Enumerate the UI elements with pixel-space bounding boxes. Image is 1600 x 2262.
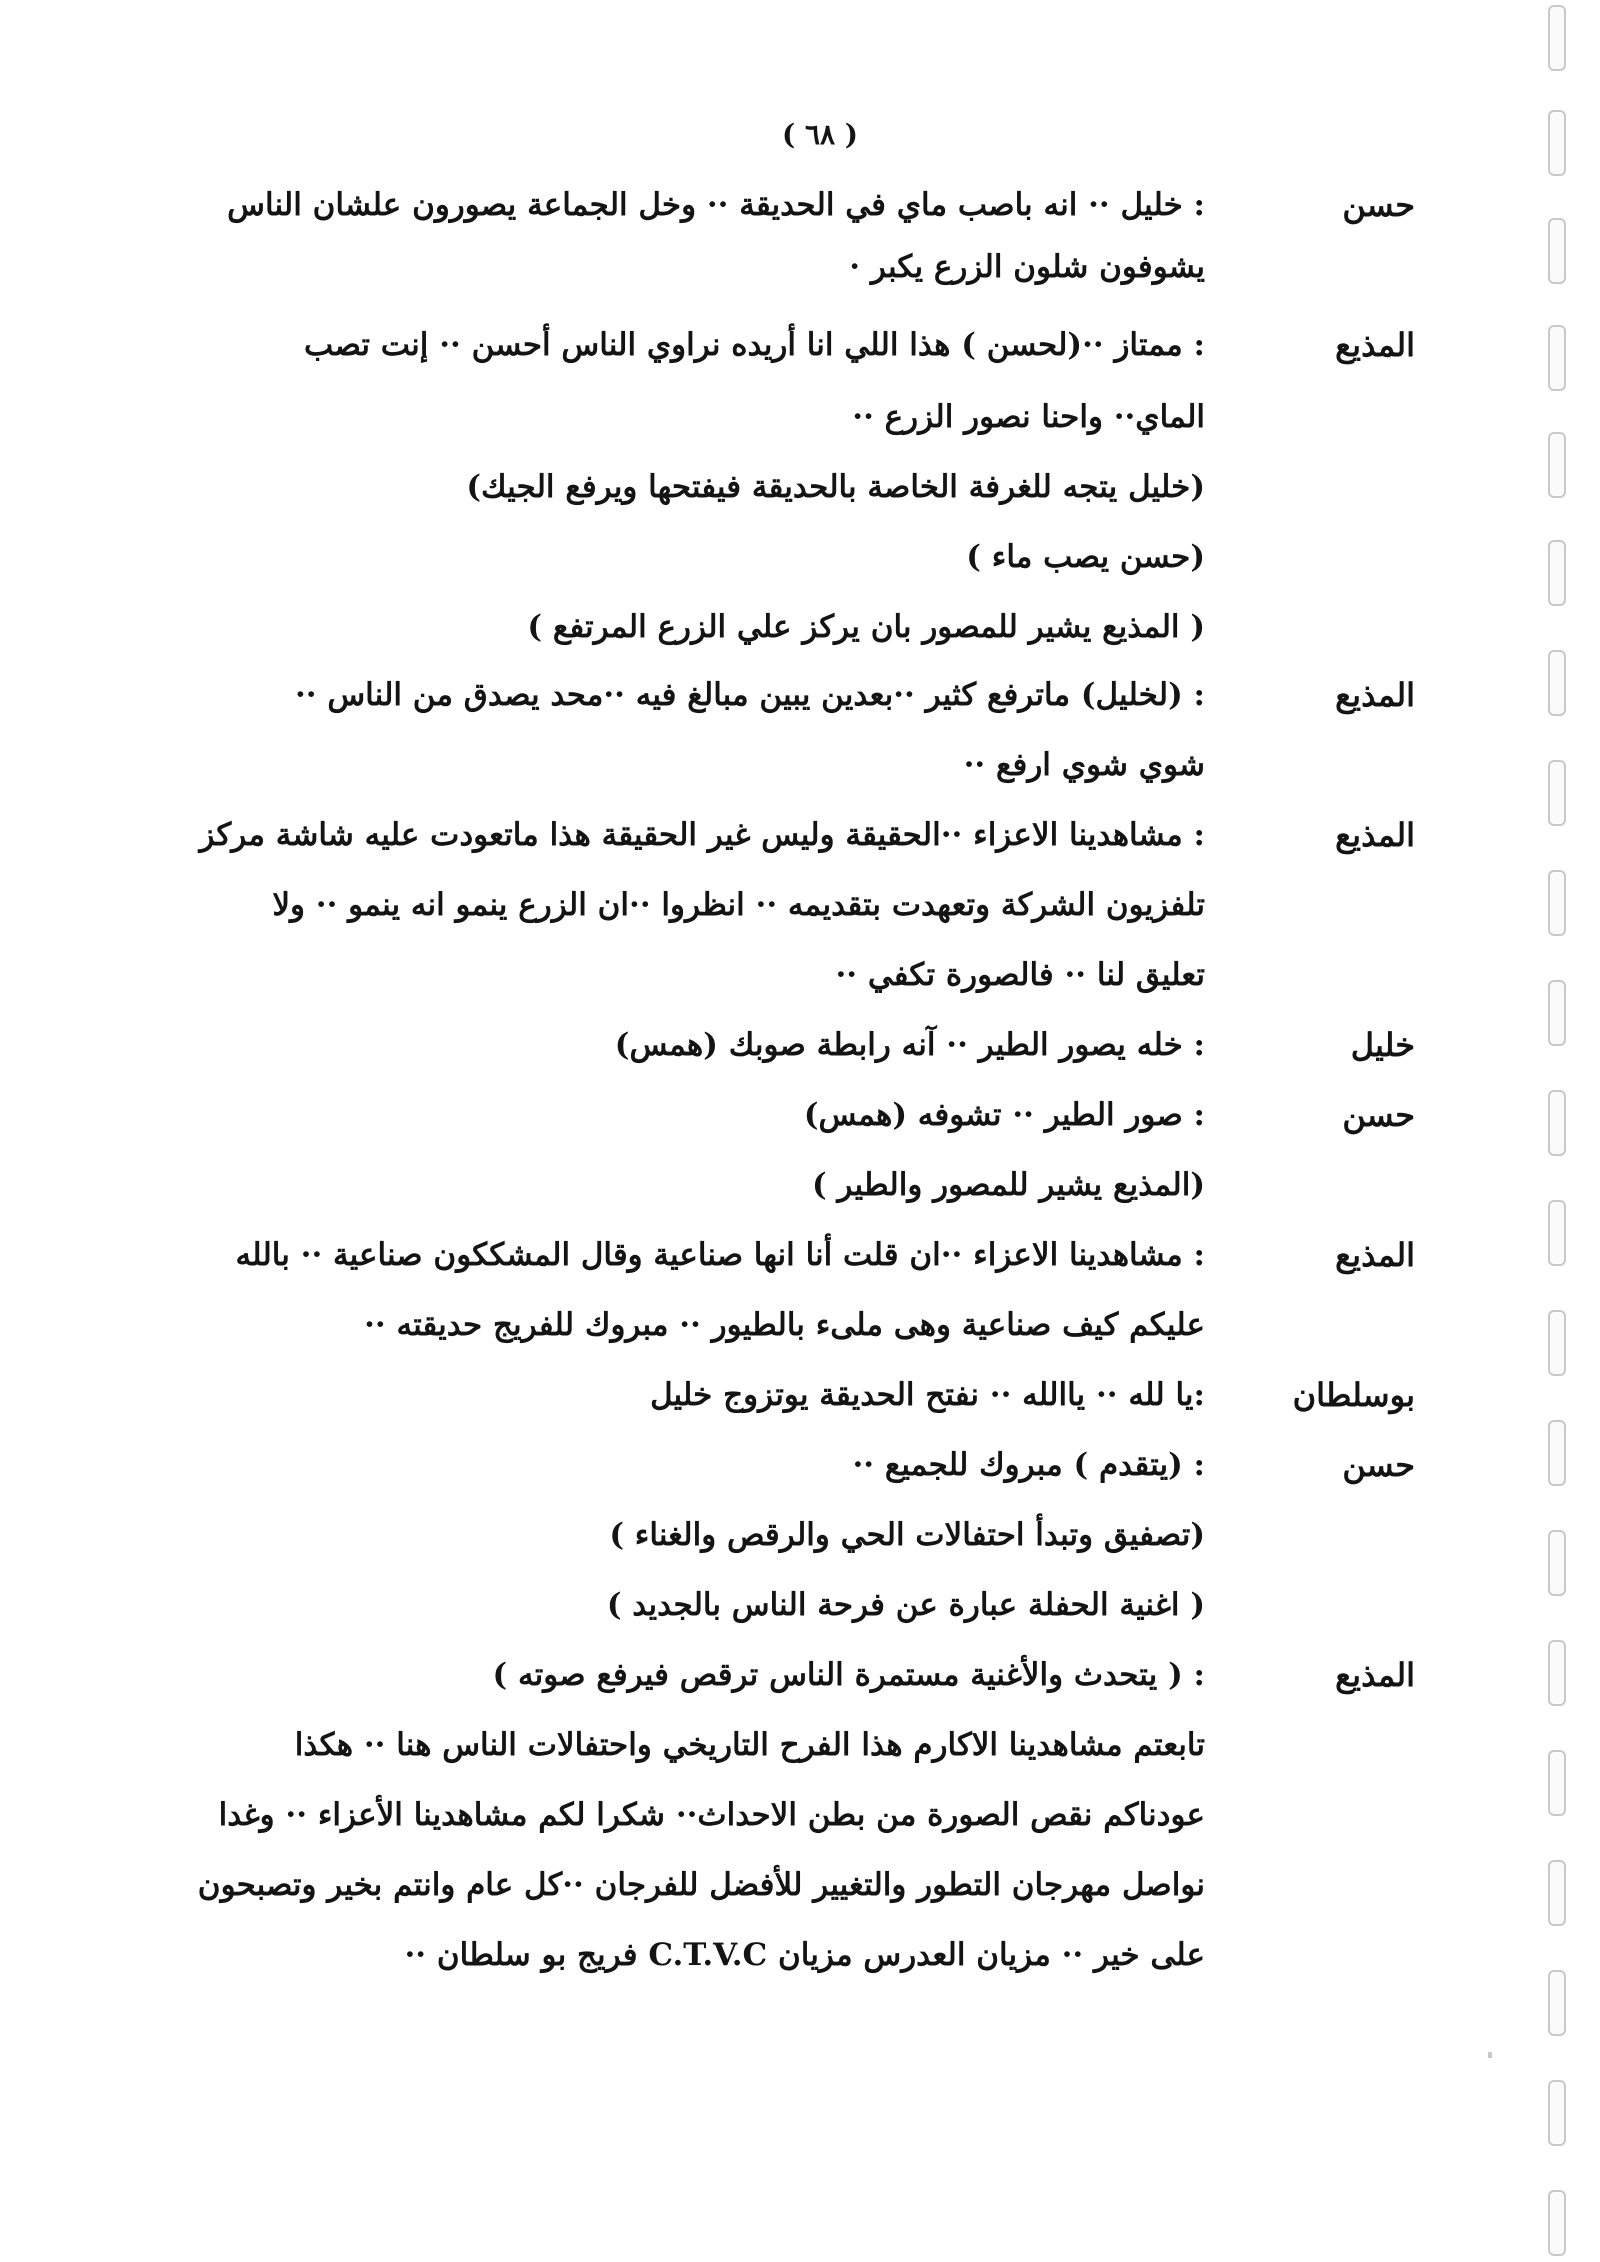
dialogue-line: على خير ·· مزيان العدرس مزيان C.T.V.C فريج بو سلطان ·· <box>404 1937 1205 1973</box>
speaker-name: خليل <box>1350 1026 1415 1064</box>
speaker-name: المذيع <box>1335 676 1415 714</box>
binding-ring <box>1548 5 1566 71</box>
binding-ring <box>1548 1530 1566 1596</box>
binding-ring <box>1548 1860 1566 1926</box>
speaker-name: المذيع <box>1335 1236 1415 1274</box>
speaker-name: المذيع <box>1335 326 1415 364</box>
dialogue-line: يشوفون شلون الزرع يكبر · <box>849 249 1205 285</box>
binding-ring <box>1548 1200 1566 1266</box>
dialogue-line: نواصل مهرجان التطور والتغيير للأفضل للفرجان ··كل عام وانتم بخير وتصبحون <box>197 1867 1205 1903</box>
binding-ring <box>1548 870 1566 936</box>
binding-ring <box>1548 1420 1566 1486</box>
dialogue-line: : مشاهدينا الاعزاء ··الحقيقة وليس غير الحقيقة هذا ماتعودت عليه شاشة مركز <box>199 817 1205 853</box>
scan-speck <box>1488 2052 1492 2058</box>
dialogue-line: : (يتقدم ) مبروك للجميع ·· <box>852 1447 1205 1483</box>
binding-ring <box>1548 760 1566 826</box>
binding-ring <box>1548 1970 1566 2036</box>
spiral-binding <box>1540 0 1580 2262</box>
binding-ring <box>1548 1310 1566 1376</box>
dialogue-line: : (لخليل) ماترفع كثير ··بعدين يبين مبالغ فيه ··محد يصدق من الناس ·· <box>294 677 1205 713</box>
dialogue-line: : ممتاز ··(لحسن ) هذا اللي انا أريده نراوي الناس أحسن ·· إنت تصب <box>304 327 1205 363</box>
speaker-name: المذيع <box>1335 816 1415 854</box>
dialogue-line: تابعتم مشاهدينا الاكارم هذا الفرح التاريخي واحتفالات الناس هنا ·· هكذا <box>294 1727 1205 1763</box>
binding-ring <box>1548 980 1566 1046</box>
stage-direction-line: (حسن يصب ماء ) <box>966 539 1205 575</box>
dialogue-line: الماي·· واحنا نصور الزرع ·· <box>852 399 1205 435</box>
dialogue-line: تعليق لنا ·· فالصورة تكفي ·· <box>835 957 1205 993</box>
stage-direction-line: ( اغنية الحفلة عبارة عن فرحة الناس بالجديد ) <box>606 1587 1205 1623</box>
speaker-name: حسن <box>1342 1446 1415 1484</box>
dialogue-line: تلفزيون الشركة وتعهدت بتقديمه ·· انظروا ··ان الزرع ينمو انه ينمو ·· ولا <box>272 887 1205 923</box>
binding-ring <box>1548 218 1566 284</box>
binding-ring <box>1548 1750 1566 1816</box>
stage-direction-line: (المذيع يشير للمصور والطير ) <box>811 1167 1205 1203</box>
binding-ring <box>1548 432 1566 498</box>
dialogue-line: : خله يصور الطير ·· آنه رابطة صوبك (همس) <box>614 1027 1205 1063</box>
dialogue-line: :يا لله ·· ياالله ·· نفتح الحديقة يوتزوج خليل <box>650 1377 1205 1413</box>
dialogue-line: عودناكم نقص الصورة من بطن الاحداث·· شكرا لكم مشاهدينا الأعزاء ·· وغدا <box>218 1797 1205 1833</box>
stage-direction-line: ( المذيع يشير للمصور بان يركز علي الزرع المرتفع ) <box>527 609 1205 645</box>
dialogue-line: : صور الطير ·· تشوفه (همس) <box>803 1097 1205 1133</box>
binding-ring <box>1548 110 1566 176</box>
dialogue-line: : ( يتحدث والأغنية مستمرة الناس ترقص فيرفع صوته ) <box>492 1657 1205 1693</box>
speaker-name: بوسلطان <box>1292 1376 1415 1414</box>
binding-ring <box>1548 2080 1566 2146</box>
page-number: ( ٦٨ ) <box>781 118 859 151</box>
dialogue-line: شوي شوي ارفع ·· <box>963 747 1205 783</box>
speaker-name: حسن <box>1342 1096 1415 1134</box>
stage-direction-line: (خليل يتجه للغرفة الخاصة بالحديقة فيفتحها ويرفع الجيك) <box>466 469 1205 505</box>
stage-direction-line: (تصفيق وتبدأ احتفالات الحي والرقص والغناء ) <box>609 1517 1205 1553</box>
speaker-name: المذيع <box>1335 1656 1415 1694</box>
binding-ring <box>1548 1090 1566 1156</box>
dialogue-line: عليكم كيف صناعية وهى ملىء بالطيور ·· مبروك للفريج حديقته ·· <box>364 1307 1205 1343</box>
binding-ring <box>1548 325 1566 391</box>
binding-ring <box>1548 1640 1566 1706</box>
speaker-name: حسن <box>1342 186 1415 224</box>
binding-ring <box>1548 2190 1566 2256</box>
dialogue-line: : خليل ·· انه باصب ماي في الحديقة ·· وخل الجماعة يصورون علشان الناس <box>227 187 1205 223</box>
binding-ring <box>1548 650 1566 716</box>
binding-ring <box>1548 540 1566 606</box>
dialogue-line: : مشاهدينا الاعزاء ··ان قلت أنا انها صناعية وقال المشككون صناعية ·· بالله <box>235 1237 1205 1273</box>
